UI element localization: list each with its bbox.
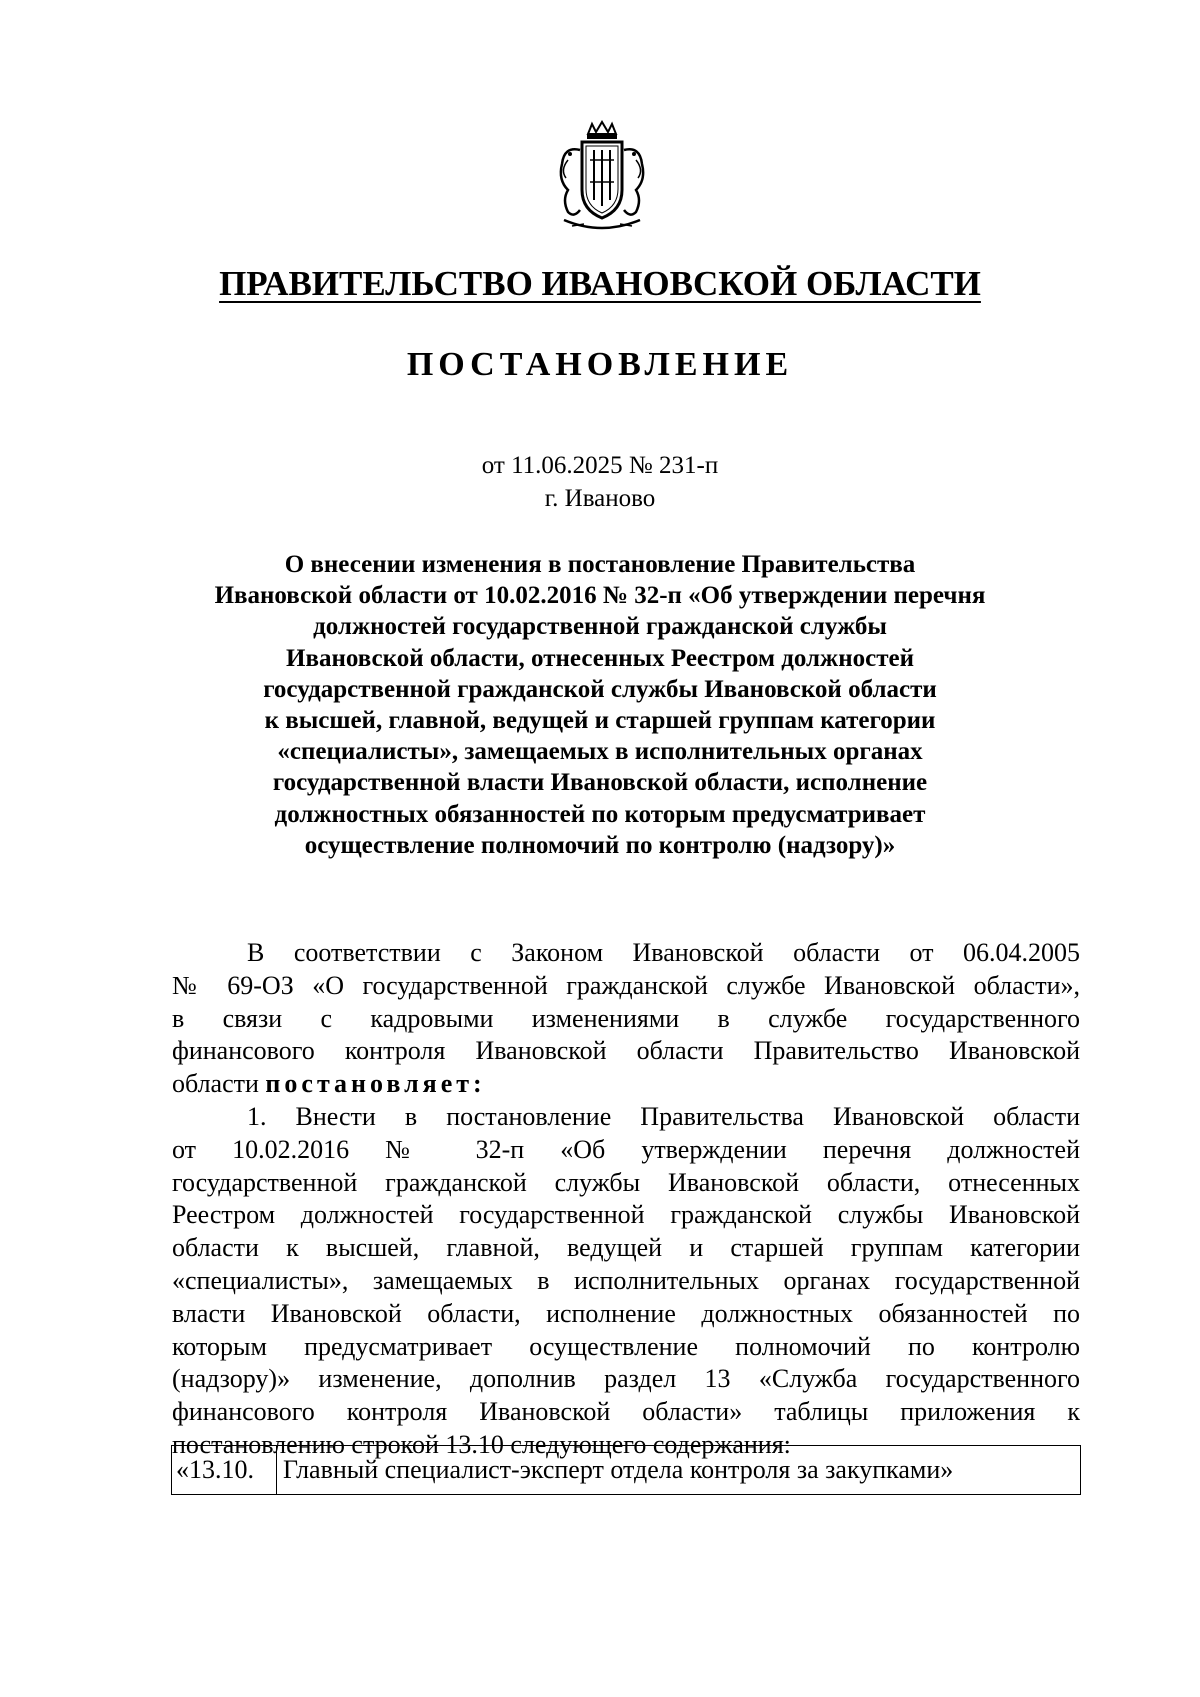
table-row-number: «13.10. xyxy=(172,1446,277,1494)
heading-line: должностей государственной гражданской службы xyxy=(313,613,887,641)
item-line: которым предусматривает осуществление полномочий по контролю xyxy=(172,1331,1080,1361)
item-line: (надзору)» изменение, дополнив раздел 13 «Служба государственного xyxy=(172,1364,1080,1394)
item-line: «специалисты», замещаемых в исполнительных органах государственной xyxy=(172,1265,1080,1295)
city: г. Иваново xyxy=(544,485,656,512)
government-title: ПРАВИТЕЛЬСТВО ИВАНОВСКОЙ ОБЛАСТИ xyxy=(219,264,981,303)
item-line: постановлению строкой 13.10 следующего содержания: xyxy=(172,1429,791,1459)
document-type: ПОСТАНОВЛЕНИЕ xyxy=(406,346,794,383)
item-line: государственной гражданской службы Ивановской области, отнесенных xyxy=(172,1167,1080,1197)
date-number: от 11.06.2025 № 231-п xyxy=(481,452,719,479)
preamble-line: финансового контроля Ивановской области Правительство Ивановской xyxy=(172,1036,1080,1066)
amendment-table xyxy=(171,1445,1081,1495)
item-line: области к высшей, главной, ведущей и старшей группам категории xyxy=(172,1233,1080,1263)
item-line: 1. Внести в постановление Правительства Ивановской области xyxy=(247,1101,1080,1131)
item-line: Реестром должностей государственной гражданской службы Ивановской xyxy=(172,1200,1080,1230)
heading-line: должностных обязанностей по которым предусматривает xyxy=(274,800,926,828)
document-body xyxy=(172,937,1080,1462)
heading-line: осуществление полномочий по контролю (надзору)» xyxy=(304,831,896,859)
item-line: финансового контроля Ивановской области» таблицы приложения к xyxy=(172,1397,1080,1427)
document-heading xyxy=(140,549,1060,861)
heading-line: государственной власти Ивановской области, исполнение xyxy=(272,769,928,797)
heading-line: Ивановской области от 10.02.2016 № 32-п «Об утверждении перечня xyxy=(214,582,986,610)
item-line: от 10.02.2016 № 32-п «Об утверждении перечня должностей xyxy=(172,1134,1080,1164)
heading-line: Ивановской области, отнесенных Реестром должностей xyxy=(286,644,914,672)
resolves-word: постановляет: xyxy=(265,1069,486,1099)
item-line: власти Ивановской области, исполнение должностных обязанностей по xyxy=(172,1298,1080,1328)
heading-line: к высшей, главной, ведущей и старшей группам категории xyxy=(264,707,936,735)
preamble-line: № 69-ОЗ «О государственной гражданской службе Ивановской области», xyxy=(172,970,1080,1000)
heading-line: государственной гражданской службы Ивановской области xyxy=(263,675,937,703)
table-row-text: Главный специалист-эксперт отдела контроля за закупками» xyxy=(283,1455,954,1484)
preamble-last-text: области xyxy=(172,1069,266,1099)
ivanovo-coat-of-arms-icon xyxy=(554,120,650,238)
preamble-last-line xyxy=(172,1068,1080,1101)
preamble-line: В соответствии с Законом Ивановской области от 06.04.2005 xyxy=(247,938,1080,967)
heading-line: «специалисты», замещаемых в исполнительных органах xyxy=(277,738,923,766)
heading-line: О внесении изменения в постановление Правительства xyxy=(284,551,916,578)
preamble-line: в связи с кадровыми изменениями в службе государственного xyxy=(172,1003,1080,1033)
